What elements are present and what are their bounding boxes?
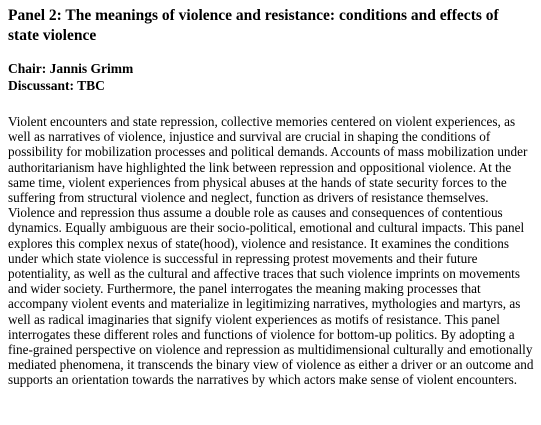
panel-title: Panel 2: The meanings of violence and resistance: conditions and effects of state violence (8, 7, 499, 44)
panel-abstract: Violent encounters and state repression, collective memories centered on violent experiences, as well as narratives of violence, injustice and survival are crucial in shaping the conditions of possibility for mobilization processes and political demands. Accounts of mass mobilization under authoritarianism have highlighted the link between repression and oppositional violence. At the same time, violent experiences from physical abuses at the hands of state security forces to the suffering from structural violence and neglect, function as drivers of resistance themselves. Violence and repression thus assume a double role as causes and consequences of contentious dynamics. Equally ambiguous are their socio-political, emotional and cultural impacts. This panel explores this complex nexus of state(hood), violence and resistance. It examines the conditions under which state violence is successful in repressing protest movements and their future potentiality, as well as the cultural and affective traces that such violence imprints on movements and wider society. Furthermore, the panel interrogates the meaning making processes that accompany violent events and materialize in legitimizing narratives, mythologies and martyrs, as well as radical imaginaries that signify violent experiences as motifs of resistance. This panel interrogates these different roles and functions of violence for bottom-up politics. By adopting a fine-grained perspective on violence and repression as multidimensional culturally and emotionally mediated phenomena, it transcends the binary view of violence as either a driver or an outcome and supports an orientation towards the narratives by which actors make sense of violent encounters. (8, 114, 534, 388)
panel-meta (8, 60, 535, 94)
panel-discussant: Discussant: TBC (8, 78, 105, 93)
panel-chair: Chair: Jannis Grimm (8, 61, 134, 76)
